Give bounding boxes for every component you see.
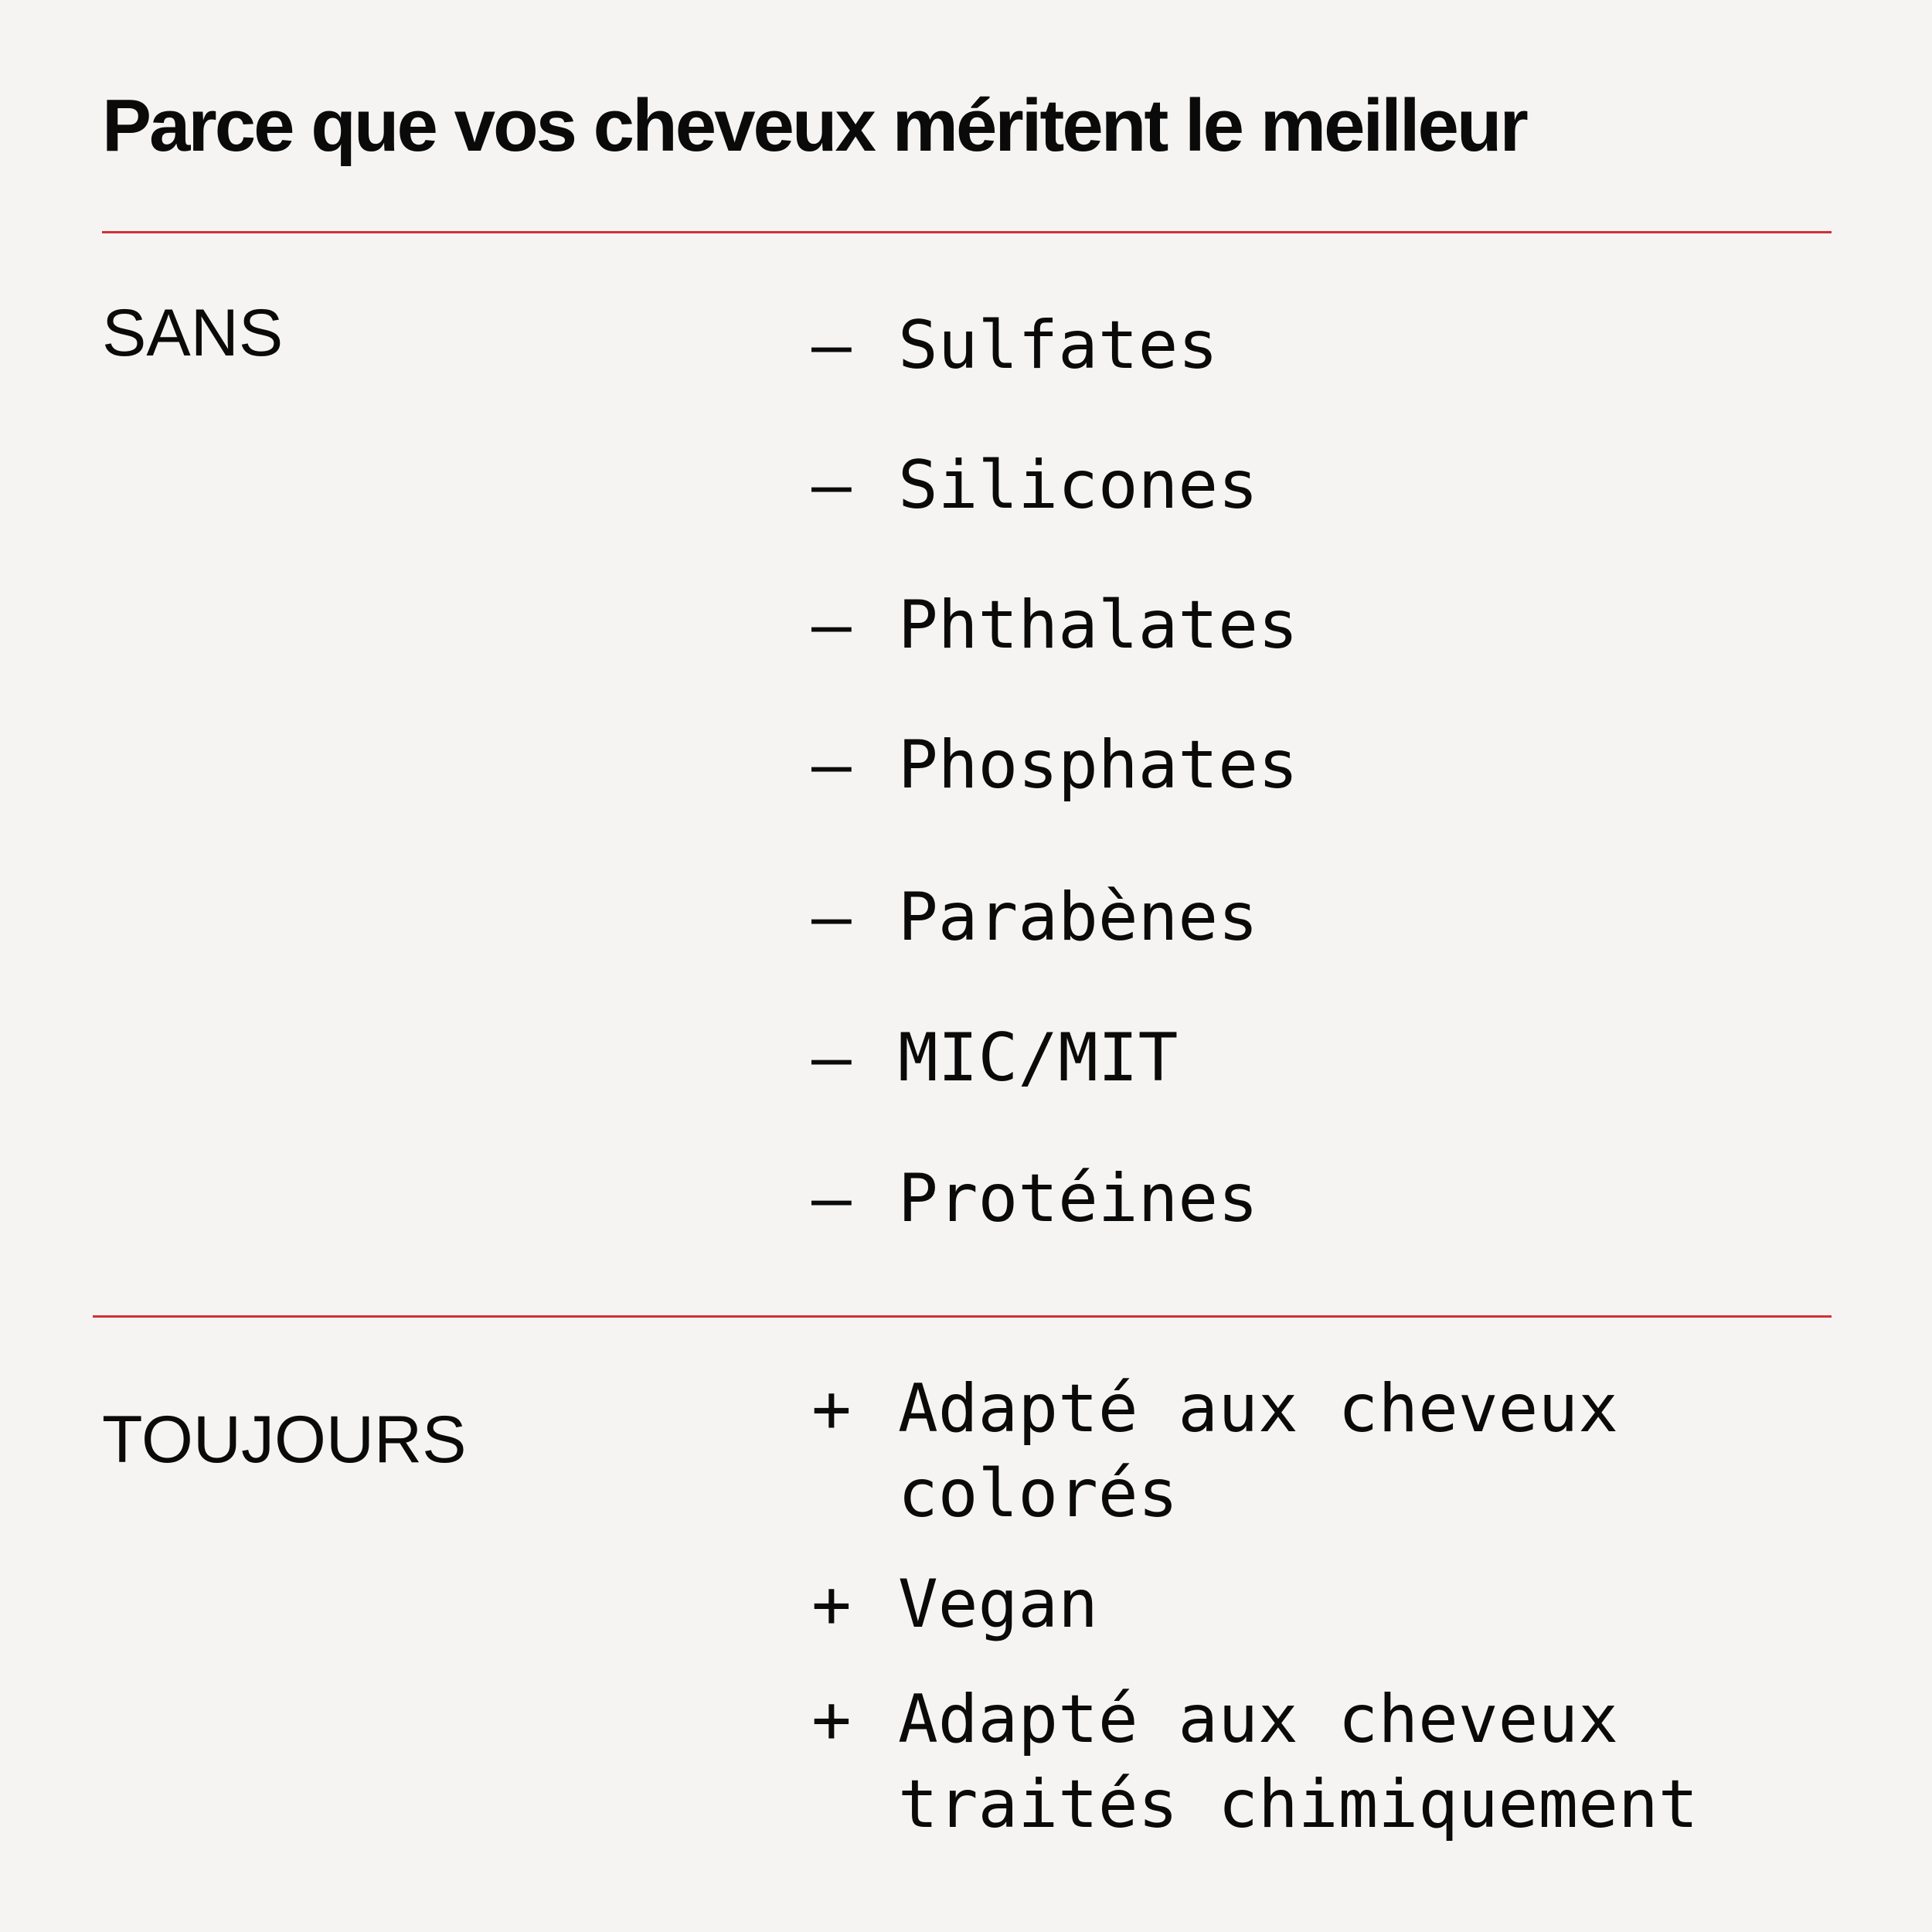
item-text: Adapté aux cheveux colorés — [898, 1370, 1618, 1532]
item-text: MIC/MIT — [898, 1019, 1179, 1097]
plus-icon: + — [811, 1370, 852, 1447]
page-title: Parce que vos cheveux méritent le meilleur — [102, 84, 1526, 167]
list-item-sans-parabenes — [811, 875, 1864, 960]
section-label-toujours: TOUJOURS — [102, 1403, 467, 1477]
item-text: Vegan — [898, 1566, 1098, 1643]
dash-icon: — — [811, 726, 852, 804]
plus-icon: + — [811, 1566, 852, 1643]
dash-icon: — — [811, 447, 852, 524]
dash-icon: — — [811, 1019, 852, 1097]
item-text: Adapté aux cheveux traités chimiquement — [898, 1681, 1699, 1843]
dash-icon: — — [811, 307, 852, 384]
divider-middle — [93, 1315, 1832, 1318]
item-text: Phthalates — [898, 587, 1298, 664]
dash-icon: — — [811, 1160, 852, 1237]
list-item-sans-mic-mit — [811, 1015, 1864, 1100]
list-item-toujours-colores — [811, 1366, 1864, 1536]
item-text: Protéines — [898, 1160, 1258, 1237]
list-item-sans-proteines — [811, 1156, 1864, 1241]
list-item-sans-sulfates — [811, 303, 1864, 388]
item-text: Silicones — [898, 447, 1258, 524]
list-item-toujours-traites — [811, 1677, 1864, 1847]
item-text: Sulfates — [898, 307, 1219, 384]
section-label-sans: SANS — [102, 296, 284, 370]
divider-top — [102, 231, 1832, 233]
list-item-sans-phthalates — [811, 583, 1864, 668]
list-item-sans-phosphates — [811, 723, 1864, 808]
plus-icon: + — [811, 1681, 852, 1758]
item-text: Phosphates — [898, 726, 1298, 804]
dash-icon: — — [811, 879, 852, 956]
list-item-toujours-vegan — [811, 1562, 1864, 1647]
dash-icon: — — [811, 587, 852, 664]
item-text: Parabènes — [898, 879, 1258, 956]
list-item-sans-silicones — [811, 443, 1864, 528]
